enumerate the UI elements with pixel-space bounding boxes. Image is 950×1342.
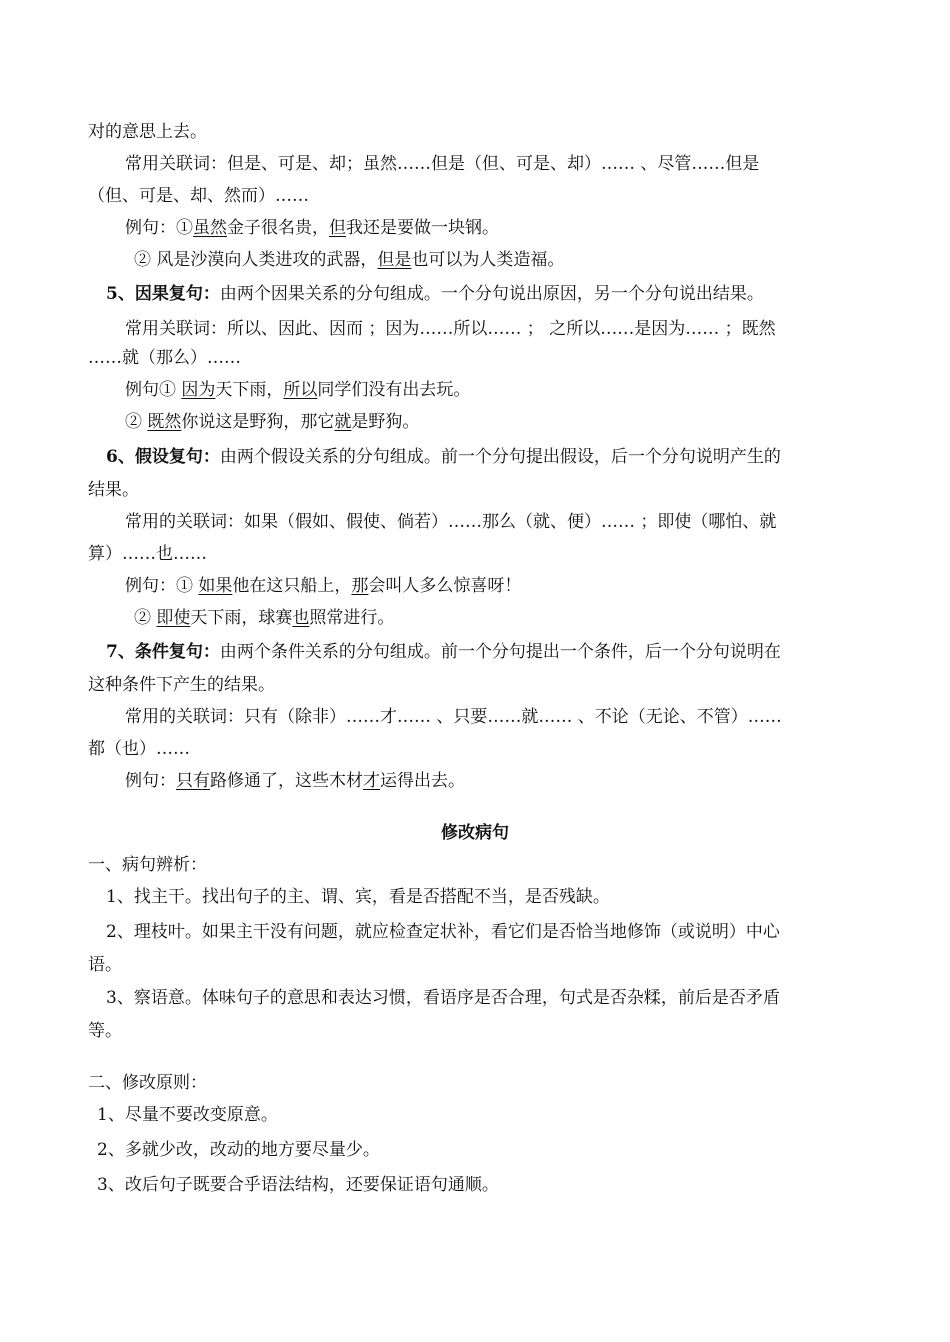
sec6-connectives-line2: 算）……也…… (88, 544, 207, 564)
sec5-connectives-line1: 常用关联词：所以、因此、因而 ；因为……所以…… ； 之所以……是因为…… ；既然 (125, 319, 776, 339)
part1-item-1: 1、找主干。找出句子的主、谓、宾，看是否搭配不当，是否残缺。 (106, 887, 610, 907)
sec6-connectives-line1: 常用的关联词：如果（假如、假使、倘若）……那么（就、便）…… ；即使（哪怕、就 (125, 512, 777, 532)
part1-item-2-line1: 2、理枝叶。如果主干没有问题，就应检查定状补，看它们是否恰当地修饰（或说明）中心 (106, 922, 780, 942)
sec4-connectives-line2: （但、可是、却、然而）…… (88, 186, 309, 206)
sec7-heading: 7、条件复句： (106, 642, 220, 662)
sec5-heading: 5、因果复句： (106, 284, 220, 304)
part2-rule-2: 2、多就少改，改动的地方要尽量少。 (97, 1140, 380, 1160)
sec6-example-1: 例句：① 如果他在这只船上，那会叫人多么惊喜呀！ (125, 576, 522, 596)
sec6-example-2: ② 即使天下雨，球赛也照常进行。 (134, 608, 395, 628)
part1-item-2-line2: 语。 (88, 955, 122, 975)
sec5-example-1: 例句① 因为天下雨，所以同学们没有出去玩。 (125, 380, 471, 400)
sec7-connectives-line2: 都（也）…… (88, 739, 190, 759)
sec4-connectives-line1: 常用关联词：但是、可是、却；虽然……但是（但、可是、却）…… 、尽管……但是 (125, 154, 760, 174)
sec4-example-2: ② 风是沙漠向人类进攻的武器，但是也可以为人类造福。 (134, 250, 565, 270)
part1-item-3-line1: 3、察语意。体味句子的意思和表达习惯，看语序是否合理，句式是否杂糅，前后是否矛盾 (106, 988, 780, 1008)
sec5-example-2: ② 既然你说这是野狗，那它就是野狗。 (125, 412, 420, 432)
part2-heading: 二、修改原则： (88, 1073, 207, 1093)
section-title: 修改病句 (441, 823, 509, 843)
sec7-definition-line2: 这种条件下产生的结果。 (88, 675, 275, 695)
part1-item-3-line2: 等。 (88, 1021, 122, 1041)
part2-rule-3: 3、改后句子既要合乎语法结构，还要保证语句通顺。 (97, 1175, 499, 1195)
sec7-definition-line1: 7、条件复句：由两个条件关系的分句组成。前一个分句提出一个条件，后一个分句说明在 (106, 642, 781, 662)
sec6-heading: 6、假设复句： (106, 447, 220, 467)
part1-heading: 一、病句辨析： (88, 855, 207, 875)
sec7-example-1: 例句：只有路修通了，这些木材才运得出去。 (125, 771, 465, 791)
sec5-definition: 5、因果复句：由两个因果关系的分句组成。一个分句说出原因，另一个分句说出结果。 (106, 284, 764, 304)
sec6-definition-line1: 6、假设复句：由两个假设关系的分句组成。前一个分句提出假设，后一个分句说明产生的 (106, 447, 781, 467)
sec7-connectives-line1: 常用的关联词：只有（除非）……才…… 、只要……就…… 、不论（无论、不管）…… (125, 707, 782, 727)
sec4-example-1: 例句：①虽然金子很名贵，但我还是要做一块钢。 (125, 218, 499, 238)
sec6-definition-line2: 结果。 (88, 480, 139, 500)
sec5-connectives-line2: ……就（那么）…… (88, 348, 241, 368)
sec4-continuation: 对的意思上去。 (88, 122, 207, 142)
part2-rule-1: 1、尽量不要改变原意。 (97, 1105, 278, 1125)
